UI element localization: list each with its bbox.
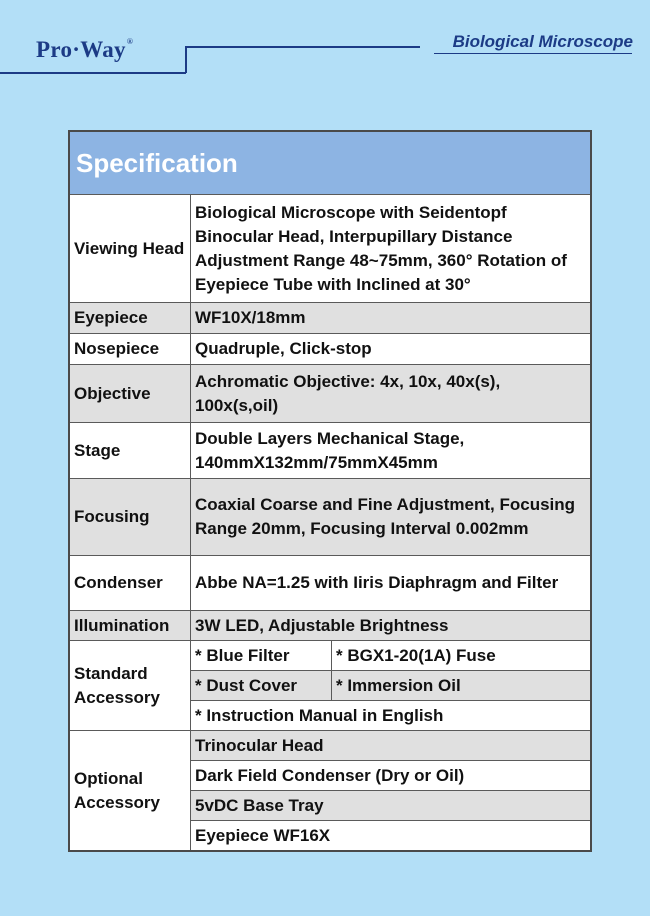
list-item: Trinocular Head	[191, 731, 592, 761]
list-item: * Instruction Manual in English	[191, 701, 592, 731]
brand-logo	[36, 37, 133, 63]
row-value: WF10X/18mm	[191, 303, 592, 334]
list-item: * Dust Cover	[191, 671, 332, 701]
table-row	[69, 195, 591, 303]
table-title: Specification	[69, 131, 591, 195]
header-rule-vertical	[185, 46, 187, 73]
page-header	[0, 0, 650, 120]
row-label: Optional Accessory	[69, 731, 191, 852]
list-item: 5vDC Base Tray	[191, 791, 592, 821]
header-rule-top-right	[434, 53, 632, 54]
brand-name: Pro·Way	[36, 37, 126, 62]
header-rule-top	[185, 46, 420, 48]
list-item: * Blue Filter	[191, 641, 332, 671]
row-value: Coaxial Coarse and Fine Adjustment, Focusing Range 20mm, Focusing Interval 0.002mm	[191, 479, 592, 556]
list-item: * Immersion Oil	[332, 671, 592, 701]
row-value: Quadruple, Click-stop	[191, 334, 592, 365]
table-row	[69, 731, 591, 761]
table-row	[69, 641, 591, 671]
list-item: * BGX1-20(1A) Fuse	[332, 641, 592, 671]
row-value: 3W LED, Adjustable Brightness	[191, 611, 592, 641]
row-label: Illumination	[69, 611, 191, 641]
table-row	[69, 479, 591, 556]
row-label: Focusing	[69, 479, 191, 556]
list-item: Eyepiece WF16X	[191, 821, 592, 852]
header-rule-bottom-left	[0, 72, 186, 74]
row-label: Eyepiece	[69, 303, 191, 334]
table-row	[69, 303, 591, 334]
table-row	[69, 611, 591, 641]
row-label: Viewing Head	[69, 195, 191, 303]
row-value: Abbe NA=1.25 with Iiris Diaphragm and Filter	[191, 556, 592, 611]
row-value: Biological Microscope with Seidentopf Binocular Head, Interpupillary Distance Adjustment Range 48~75mm, 360° Rotation of Eyepiece Tube with Inclined at 30°	[191, 195, 592, 303]
table-row	[69, 334, 591, 365]
row-label: Nosepiece	[69, 334, 191, 365]
table-row	[69, 556, 591, 611]
row-label: Stage	[69, 423, 191, 479]
table-row	[69, 423, 591, 479]
list-item: Dark Field Condenser (Dry or Oil)	[191, 761, 592, 791]
row-label: Condenser	[69, 556, 191, 611]
row-label: Objective	[69, 365, 191, 423]
registered-mark: ®	[126, 37, 134, 46]
row-label: Standard Accessory	[69, 641, 191, 731]
specification-table	[68, 130, 592, 852]
table-row	[69, 365, 591, 423]
product-title: Biological Microscope	[452, 32, 633, 51]
row-value: Double Layers Mechanical Stage, 140mmX132mm/75mmX45mm	[191, 423, 592, 479]
row-value: Achromatic Objective: 4x, 10x, 40x(s), 100x(s,oil)	[191, 365, 592, 423]
